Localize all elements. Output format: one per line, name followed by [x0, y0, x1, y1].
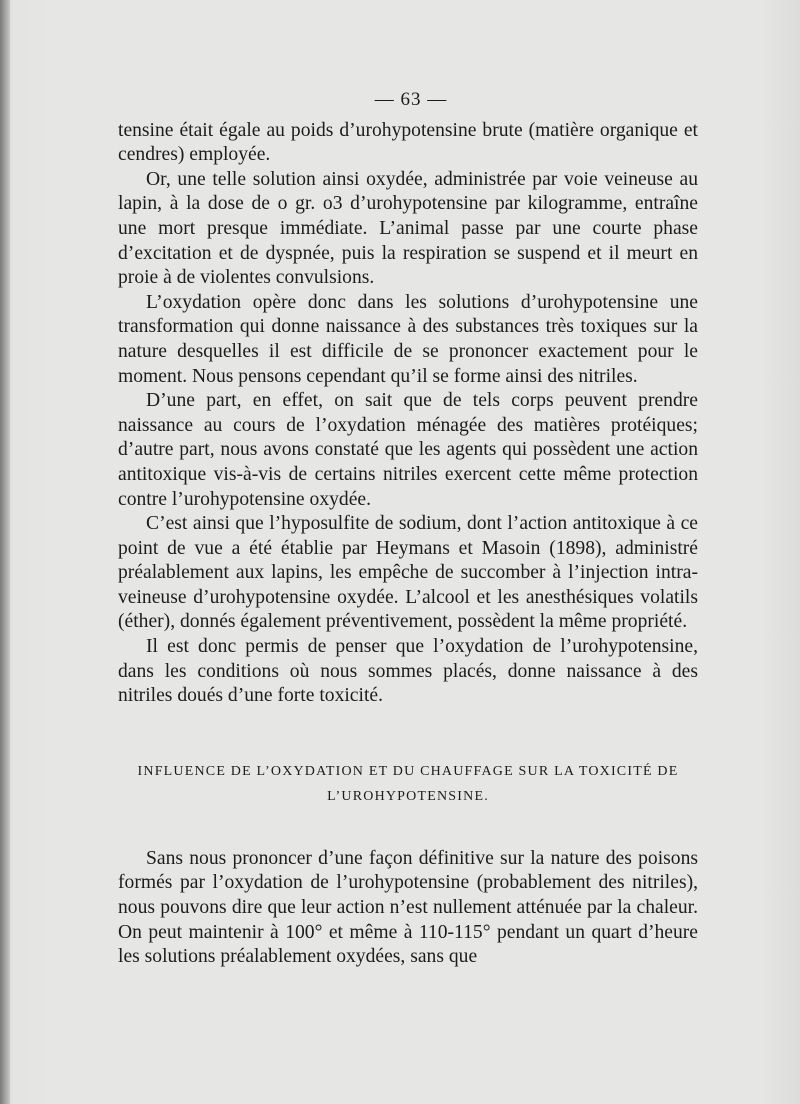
section-heading-line-2: L’UROHYPOTENSINE. — [327, 788, 489, 804]
section-heading — [118, 759, 698, 809]
page-text — [118, 88, 698, 970]
paragraph-5: C’est ainsi que l’hyposulfite de sodium, dont l’action antitoxique à ce point de vue a été établie par Heymans et Masoin (1898), administré préalablement aux lapins, les empêche de succomber à l’injection intra-veineuse d’urohypotensine oxydée. L’alcool et les anesthésiques volatils (éther), donnés également préventivement, possèdent la même propriété. — [118, 513, 698, 633]
paragraph-3: L’oxydation opère donc dans les solutions d’urohypotensine une transformation qui donne naissance à des substances très toxiques sur la nature desquelles il est difficile de se prononcer exactement pour le moment. Nous pensons cependant qu’il se forme ainsi des nitriles. — [118, 291, 698, 387]
paragraph-6: Il est donc permis de penser que l’oxydation de l’urohypotensine, dans les conditions où nous sommes placés, donne naissance à des nitriles doués d’une forte toxicité. — [118, 636, 698, 707]
paragraph-2: Or, une telle solution ainsi oxydée, administrée par voie veineuse au lapin, à la dose de o gr. o3 d’urohypotensine par kilogramme, entraîne une mort presque immédiate. L’animal passe par une courte phase d’excitation et de dyspnée, puis la respiration se suspend et il meurt en proie à de violentes convulsions. — [118, 168, 698, 289]
paragraph-7: Sans nous prononcer d’une façon définitive sur la nature des poisons formés par l’oxydation de l’urohypotensine (probablement des nitriles), nous pouvons dire que leur action n’est nullement atténuée par la chaleur. On peut maintenir à 100° et même à 110-115° pendant un quart d’heure les solutions préalablement oxydées, sans que — [118, 847, 698, 968]
paragraph-4: D’une part, en effet, on sait que de tels corps peuvent prendre naissance au cours de l’oxydation ménagée des matières protéiques; d’autre part, nous avons constaté que les agents qui possèdent une action antitoxique vis-à-vis de certains nitriles exercent cette même protection contre l’urohypotensine oxydée. — [118, 390, 698, 510]
section-heading-line-1: INFLUENCE DE L’OXYDATION ET DU CHAUFFAGE SUR LA TOXICITÉ DE — [137, 763, 679, 779]
binding-shadow — [0, 0, 10, 1104]
page-number: — 63 — — [374, 89, 448, 110]
paragraph-1: tensine était égale au poids d’urohypotensine brute (matière organique et cendres) employée. — [118, 119, 698, 166]
